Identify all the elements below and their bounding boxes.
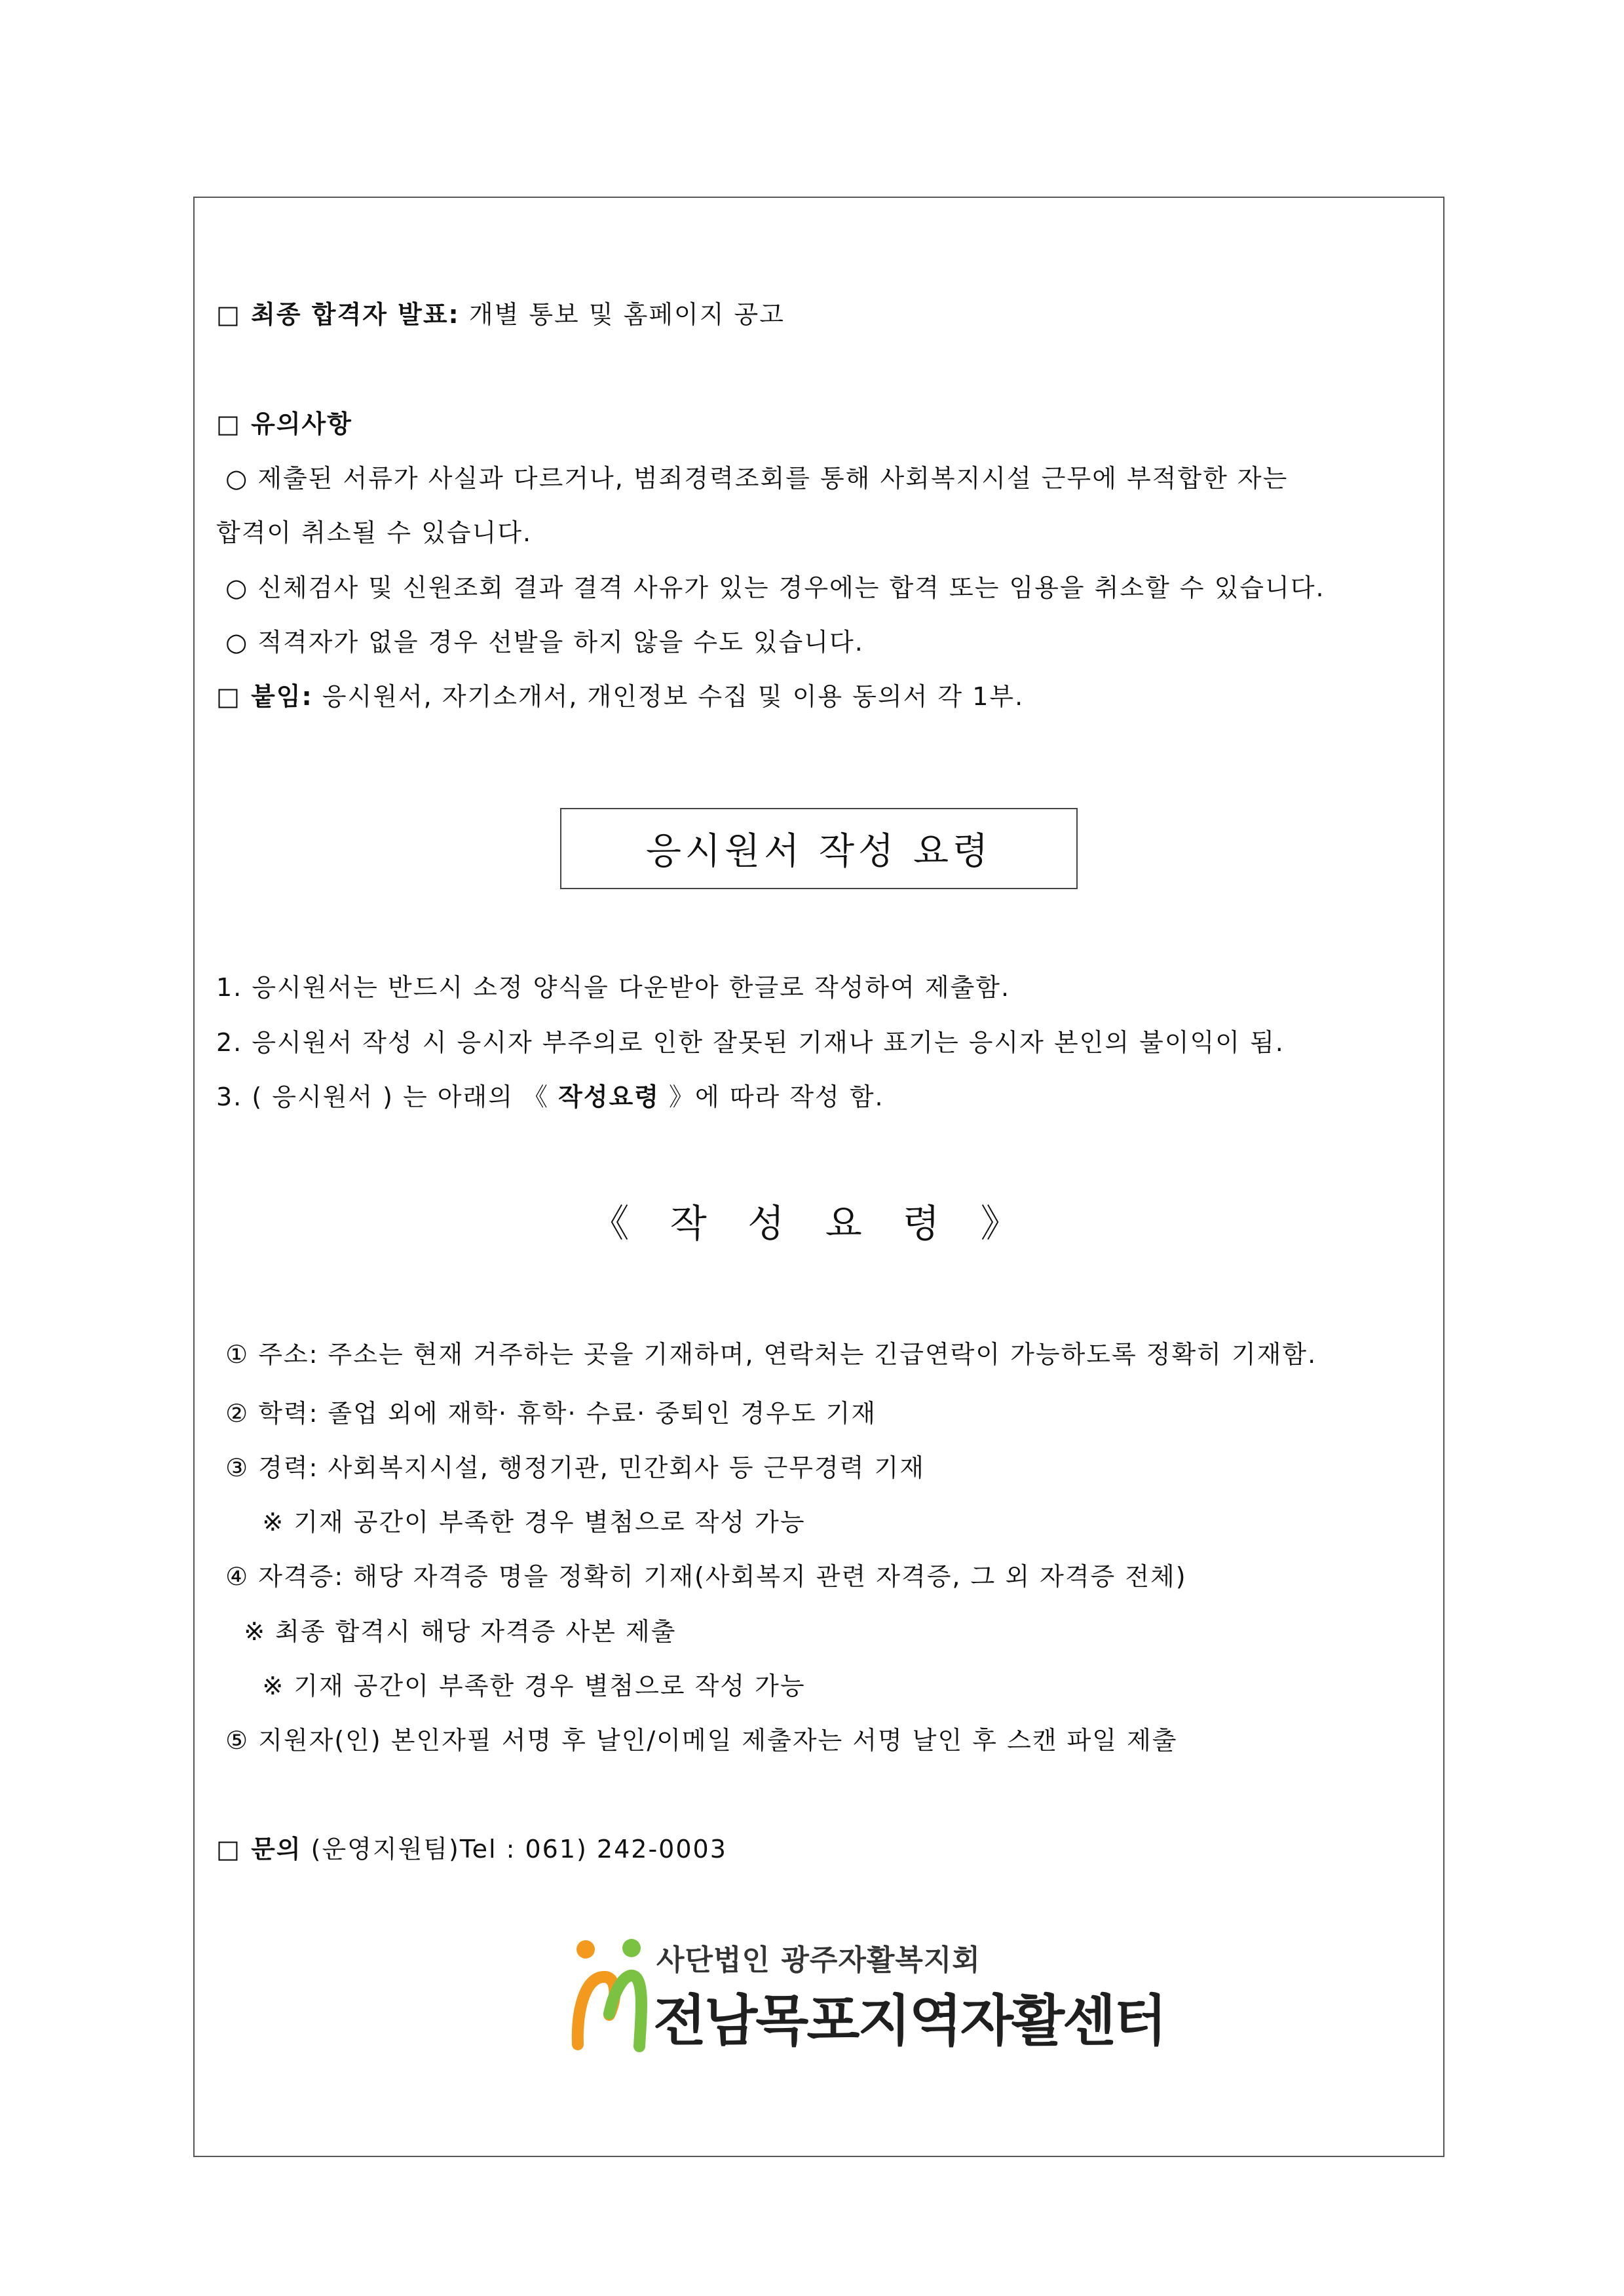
- writing-note: ※ 기재 공간이 부족한 경우 별첨으로 작성 가능: [216, 1508, 806, 1537]
- writing-item: ⑤ 지원자(인) 본인자필 서명 후 날인/이메일 제출자는 서명 날인 후 스캔 파일 제출: [216, 1726, 1178, 1755]
- guide-item-3: [216, 1081, 884, 1113]
- final-announcement-text: 개별 통보 및 홈페이지 공고: [459, 300, 785, 329]
- note-item: 합격이 취소될 수 있습니다.: [216, 518, 533, 547]
- inquiry-text: (운영지원팀)Tel : 061) 242-0003: [301, 1835, 727, 1864]
- guide-item-3-pre: 3. ( 응시원서 ) 는 아래의 《: [216, 1082, 559, 1111]
- inquiry-label: □ 문의: [216, 1835, 302, 1864]
- attachments: [216, 680, 1024, 713]
- organization-logo: [571, 1936, 1165, 2054]
- attachments-label: □ 붙임:: [216, 682, 313, 711]
- writing-item: ② 학력: 졸업 외에 재학· 휴학· 수료· 중퇴인 경우도 기재: [216, 1399, 877, 1428]
- writing-guide-title: 《 작 성 요 령 》: [591, 1201, 1033, 1246]
- guide-item: 2. 응시원서 작성 시 응시자 부주의로 인한 잘못된 기재나 표기는 응시자 본인의 불이익이 됨.: [216, 1028, 1285, 1057]
- final-announcement: [216, 298, 785, 331]
- logo-org-big: 전남목포지역자활센터: [653, 1989, 1165, 2053]
- writing-item: ④ 자격증: 해당 자격증 명을 정확히 기재(사회복지 관련 자격증, 그 외 자격증 전체): [216, 1562, 1187, 1591]
- writing-item: ③ 경력: 사회복지시설, 행정기관, 민간회사 등 근무경력 기재: [216, 1453, 925, 1482]
- note-item: ○ 신체검사 및 신원조회 결과 결격 사유가 있는 경우에는 합격 또는 임용을 취소할 수 있습니다.: [216, 573, 1325, 602]
- writing-note: ※ 기재 공간이 부족한 경우 별첨으로 작성 가능: [216, 1672, 806, 1700]
- note-item: ○ 제출된 서류가 사실과 다르거나, 범죄경력조회를 통해 사회복지시설 근무에 부적합한 자는: [216, 464, 1289, 493]
- notes-heading: □ 유의사항: [216, 410, 352, 438]
- writing-item: ① 주소: 주소는 현재 거주하는 곳을 기재하며, 연락처는 긴급연락이 가능하도록 정확히 기재함.: [216, 1340, 1317, 1369]
- guide-title-box: 응시원서 작성 요령: [560, 808, 1078, 889]
- guide-item-3-bold: 작성요령: [558, 1082, 660, 1111]
- guide-item: 1. 응시원서는 반드시 소정 양식을 다운받아 한글로 작성하여 제출함.: [216, 973, 1011, 1002]
- note-item: ○ 적격자가 없을 경우 선발을 하지 않을 수도 있습니다.: [216, 628, 864, 657]
- logo-org-small: 사단법인 광주자활복지회: [656, 1943, 981, 1977]
- final-announcement-label: □ 최종 합격자 발표:: [216, 300, 460, 329]
- inquiry: [216, 1833, 727, 1866]
- logo-mark-icon: [571, 1936, 650, 2054]
- writing-note: ※ 최종 합격시 해당 자격증 사본 제출: [216, 1617, 677, 1646]
- guide-item-3-post: 》에 따라 작성 함.: [659, 1082, 884, 1111]
- attachments-text: 응시원서, 자기소개서, 개인정보 수집 및 이용 동의서 각 1부.: [312, 682, 1025, 711]
